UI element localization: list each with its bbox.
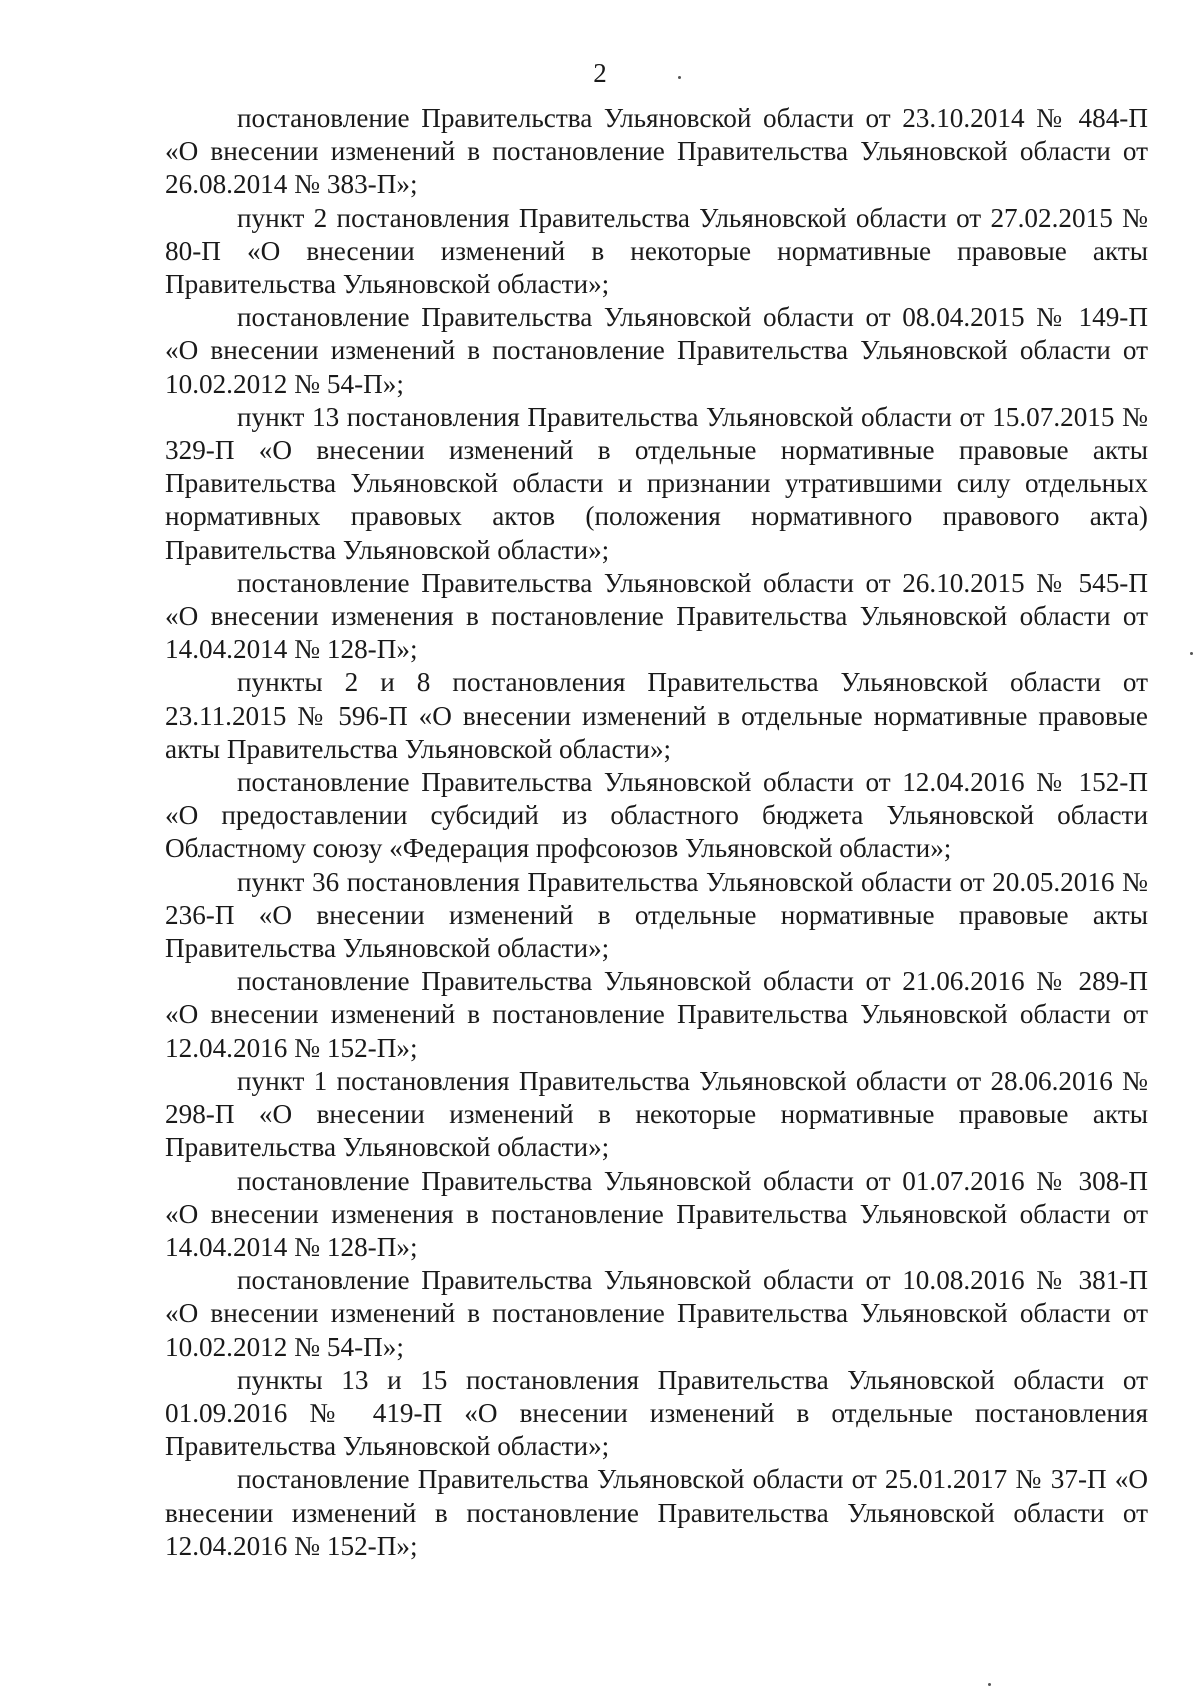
list-item: постановление Правительства Ульяновской области от 21.06.2016 № 289-П «О внесении изменений в постановление Правительства Ульяновской области от 12.04.2016 № 152-П»; <box>165 966 1148 1063</box>
scan-artifact-dot <box>1190 652 1193 655</box>
list-item: постановление Правительства Ульяновской области от 01.07.2016 № 308-П «О внесении изменения в постановление Правительства Ульяновской области от 14.04.2014 № 128-П»; <box>165 1165 1148 1262</box>
scan-artifact-dot <box>678 76 681 79</box>
list-item: пункт 2 постановления Правительства Ульяновской области от 27.02.2015 № 80-П «О внесении изменений в некоторые нормативные правовые акты Правительства Ульяновской области»; <box>165 202 1148 300</box>
page-number: 2 <box>593 58 607 88</box>
scan-artifact-dot <box>988 1683 991 1686</box>
list-item: постановление Правительства Ульяновской области от 23.10.2014 № 484-П «О внесении изменений в постановление Правительства Ульяновской области от 26.08.2014 № 383-П»; <box>165 103 1148 200</box>
list-item: постановление Правительства Ульяновской области от 12.04.2016 № 152-П «О предоставлении субсидий из областного бюджета Ульяновской области Областному союзу «Федерация профсоюзов Ульяновской области»; <box>165 767 1148 864</box>
list-item: постановление Правительства Ульяновской области от 25.01.2017 № 37-П «О внесении изменений в постановление Правительства Ульяновской области от 12.04.2016 № 152-П»; <box>165 1464 1148 1561</box>
document-body <box>165 102 1148 1563</box>
list-item: постановление Правительства Ульяновской области от 08.04.2015 № 149-П «О внесении изменений в постановление Правительства Ульяновской области от 10.02.2012 № 54-П»; <box>165 302 1148 399</box>
list-item: постановление Правительства Ульяновской области от 26.10.2015 № 545-П «О внесении изменения в постановление Правительства Ульяновской области от 14.04.2014 № 128-П»; <box>165 567 1148 665</box>
list-item: пункт 1 постановления Правительства Ульяновской области от 28.06.2016 № 298-П «О внесении изменений в некоторые нормативные правовые акты Правительства Ульяновской области»; <box>165 1065 1148 1163</box>
list-item: пункт 36 постановления Правительства Ульяновской области от 20.05.2016 № 236-П «О внесении изменений в отдельные нормативные правовые акты Правительства Ульяновской области»; <box>165 866 1148 964</box>
list-item: пункт 13 постановления Правительства Ульяновской области от 15.07.2015 № 329-П «О внесении изменений в отдельные нормативные правовые акты Правительства Ульяновской области и признании утратившими силу отдельных нормативных правовых актов (положения нормативного правового акта) Правительства Ульяновской области»; <box>165 401 1148 565</box>
list-item: пункты 2 и 8 постановления Правительства Ульяновской области от 23.11.2015 № 596-П «О внесении изменений в отдельные нормативные правовые акты Правительства Ульяновской области»; <box>165 667 1148 764</box>
list-item: постановление Правительства Ульяновской области от 10.08.2016 № 381-П «О внесении изменений в постановление Правительства Ульяновской области от 10.02.2012 № 54-П»; <box>165 1265 1148 1362</box>
list-item: пункты 13 и 15 постановления Правительства Ульяновской области от 01.09.2016 № 419-П «О внесении изменений в отдельные постановления Правительства Ульяновской области»; <box>165 1364 1148 1462</box>
